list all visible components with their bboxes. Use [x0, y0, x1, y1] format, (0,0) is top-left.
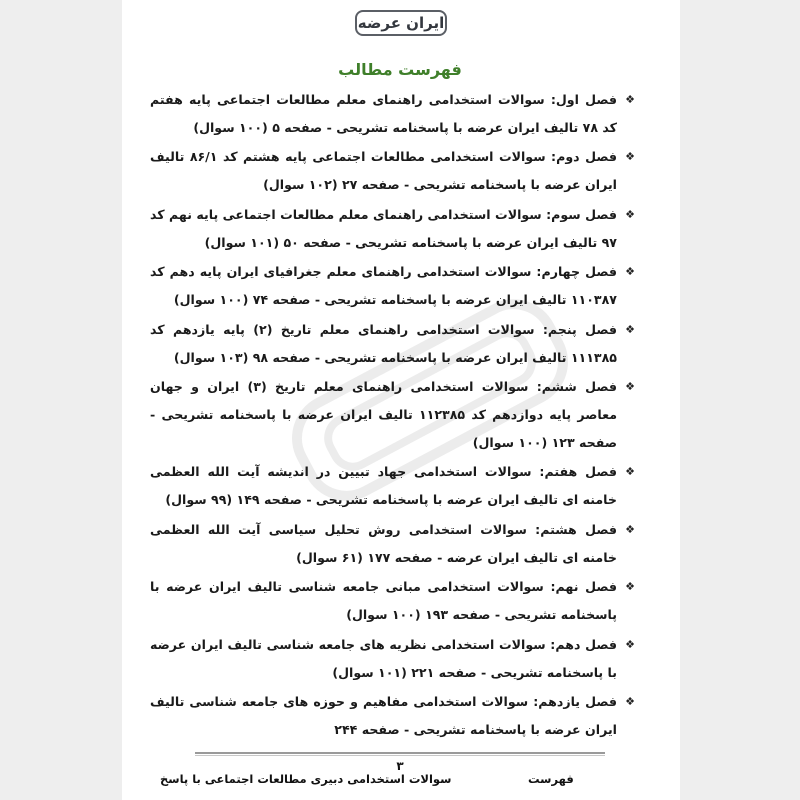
toc-entry-text: فصل پنجم: سوالات استخدامی راهنمای معلم تاریخ (۲) پایه یازدهم کد ۱۱۱۳۸۵ تالیف ایران عرضه با پاسخنامه تشریحی - صفحه ۹۸ (۱۰۳ سوال) [150, 321, 617, 365]
bullet-diamond-icon: ❖ [625, 207, 635, 221]
toc-title: فهرست مطالب [338, 60, 462, 79]
toc-entry-text: فصل اول: سوالات استخدامی راهنمای معلم مطالعات اجتماعی پایه هفتم کد ۷۸ تالیف ایران عرضه با پاسخنامه تشریحی - صفحه ۵ (۱۰۰ سوال) [150, 92, 617, 135]
bullet-diamond-icon: ❖ [625, 522, 635, 536]
bullet-diamond-icon: ❖ [625, 694, 635, 708]
toc-entry-text: فصل ششم: سوالات استخدامی راهنمای معلم تاریخ (۳) ایران و جهان معاصر پایه دوازدهم کد ۱۱۲۳۸۵ تالیف ایران عرضه با پاسخنامه تشریحی - صفحه ۱۲۳ (۱۰۰ سوال) [150, 378, 618, 450]
brand-logo [355, 10, 447, 36]
page-number: ۳ [396, 759, 404, 773]
brand-logo-text: ایران عرضه [357, 14, 445, 32]
bullet-diamond-icon: ❖ [625, 465, 635, 479]
toc-entry [150, 201, 635, 257]
bullet-diamond-icon: ❖ [625, 322, 635, 336]
footer-book-title: سوالات استخدامی دبیری مطالعات اجتماعی با پاسخ [160, 772, 452, 786]
bullet-diamond-icon: ❖ [625, 93, 635, 106]
toc-list [150, 86, 635, 745]
toc-entry-text: فصل هشتم: سوالات استخدامی روش تحلیل سیاسی آیت الله العظمی خامنه ای تالیف ایران عرضه - صفحه ۱۷۷ (۶۱ سوال) [150, 521, 617, 565]
toc-entry-text: فصل چهارم: سوالات استخدامی راهنمای معلم جغرافیای ایران پایه دهم کد ۱۱۰۳۸۷ تالیف ایران عرضه با پاسخنامه تشریحی - صفحه ۷۴ (۱۰۰ سوال) [150, 264, 617, 308]
footer-section-name: فهرست [528, 772, 574, 786]
toc-entry [150, 373, 635, 457]
toc-entry [150, 688, 635, 744]
toc-entry [150, 143, 635, 199]
bullet-diamond-icon: ❖ [625, 580, 635, 594]
bullet-diamond-icon: ❖ [625, 150, 635, 164]
toc-entry-text: فصل دوم: سوالات استخدامی مطالعات اجتماعی پایه هشتم کد ۸۶/۱ تالیف ایران عرضه با پاسخنامه تشریحی - صفحه ۲۷ (۱۰۲ سوال) [150, 149, 617, 193]
toc-entry [150, 573, 635, 629]
footer-divider-thin [195, 755, 605, 756]
toc-entry [150, 458, 635, 514]
toc-entry-text: فصل سوم: سوالات استخدامی راهنمای معلم مطالعات اجتماعی پایه نهم کد ۹۷ تالیف ایران عرضه با پاسخنامه تشریحی - صفحه ۵۰ (۱۰۱ سوال) [150, 206, 617, 250]
toc-entry-text: فصل یازدهم: سوالات استخدامی مفاهیم و حوزه های جامعه شناسی تالیف ایران عرضه با پاسخنامه تشریحی - صفحه ۲۴۴ [150, 693, 617, 737]
toc-entry-text: فصل هفتم: سوالات استخدامی جهاد تبیین در اندیشه آیت الله العظمی خامنه ای تالیف ایران عرضه با پاسخنامه تشریحی - صفحه ۱۴۹ (۹۹ سوال) [150, 464, 617, 508]
bullet-diamond-icon: ❖ [625, 265, 635, 279]
bullet-diamond-icon: ❖ [625, 379, 635, 393]
toc-entry [150, 258, 635, 314]
toc-entry-text: فصل نهم: سوالات استخدامی مبانی جامعه شناسی تالیف ایران عرضه با پاسخنامه تشریحی - صفحه ۱۹۳ (۱۰۰ سوال) [150, 579, 617, 623]
toc-entry [150, 86, 635, 142]
toc-entry-text: فصل دهم: سوالات استخدامی نظریه های جامعه شناسی تالیف ایران عرضه با پاسخنامه تشریحی - صفحه ۲۲۱ (۱۰۱ سوال) [150, 636, 617, 680]
toc-entry [150, 316, 635, 372]
footer-divider [195, 752, 605, 754]
toc-entry [150, 516, 635, 572]
toc-entry [150, 631, 635, 687]
bullet-diamond-icon: ❖ [625, 637, 635, 651]
